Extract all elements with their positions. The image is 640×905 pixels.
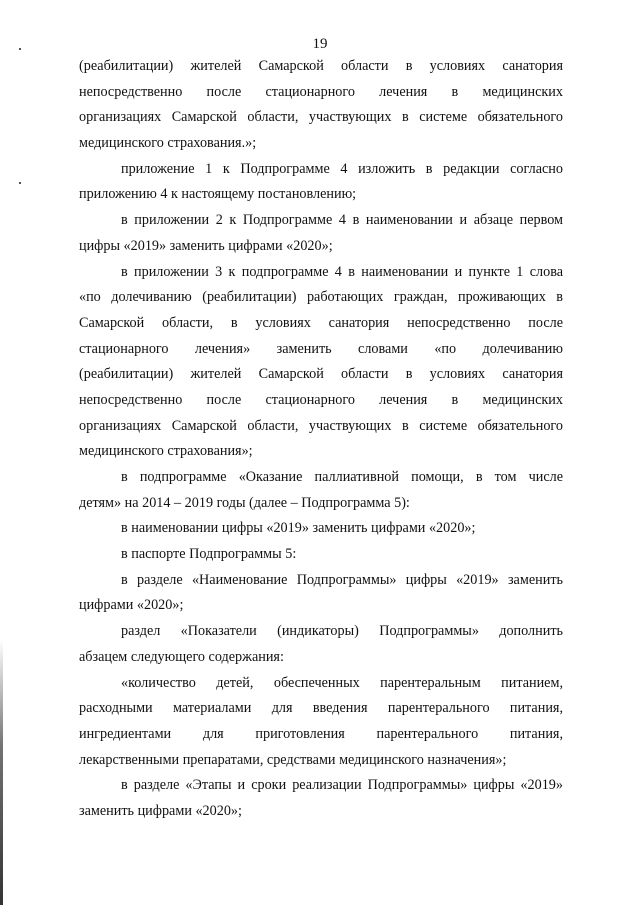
text-line: цифры «2019» заменить цифрами «2020»; [79,237,333,254]
document-body [79,54,563,825]
scan-speck [19,48,21,50]
text-line: раздел «Показатели (индикаторы) Подпрограммы» дополнить [121,623,563,640]
text-line: организациях Самарской области, участвующих в системе обязательного [79,417,563,434]
text-line: непосредственно после стационарного лечения в медицинских [79,83,563,100]
text-line: «по долечиванию (реабилитации) работающих граждан, проживающих в [79,289,563,306]
scan-speck [19,182,21,184]
page-number: 19 [312,36,328,52]
text-line: в наименовании цифры «2019» заменить цифрами «2020»; [121,520,476,537]
text-line: организациях Самарской области, участвующих в системе обязательного [79,109,563,126]
text-line: в подпрограмме «Оказание паллиативной помощи, в том числе [121,469,563,485]
text-line: приложение 1 к Подпрограмме 4 изложить в редакции согласно [121,160,563,177]
text-line: заменить цифрами «2020»; [79,802,242,819]
text-line: непосредственно после стационарного лечения в медицинских [79,391,563,408]
text-line: детям» на 2014 – 2019 годы (далее – Подпрограмма 5): [79,494,410,511]
text-line: в приложении 2 к Подпрограмме 4 в наименовании и абзаце первом [121,212,563,229]
text-line: в паспорте Подпрограммы 5: [121,546,297,563]
text-line: в разделе «Наименование Подпрограммы» цифры «2019» заменить [121,571,563,588]
text-line: Самарской области, в условиях санатория непосредственно после [79,314,563,331]
text-line: стационарного лечения» заменить словами «по долечиванию [79,340,563,357]
text-line: абзацем следующего содержания: [79,648,284,665]
text-line: медицинского страхования»; [79,443,253,460]
text-line: приложению 4 к настоящему постановлению; [79,186,357,203]
text-line: цифрами «2020»; [79,597,184,614]
text-line: «количество детей, обеспеченных парентеральным питанием, [121,674,563,691]
text-line: ингредиентами для приготовления парентерального питания, [79,725,563,742]
text-line: (реабилитации) жителей Самарской области в условиях санатория [79,58,563,74]
text-line: лекарственными препаратами, средствами медицинского назначения»; [79,751,507,768]
scan-edge-shadow [0,640,3,905]
text-line: в разделе «Этапы и сроки реализации Подпрограммы» цифры «2019» [121,777,563,794]
text-line: (реабилитации) жителей Самарской области в условиях санатория [79,366,563,383]
text-line: медицинского страхования.»; [79,135,257,152]
text-line: расходными материалами для введения парентерального питания, [79,700,563,717]
text-line: в приложении 3 к подпрограмме 4 в наименовании и пункте 1 слова [121,263,563,280]
